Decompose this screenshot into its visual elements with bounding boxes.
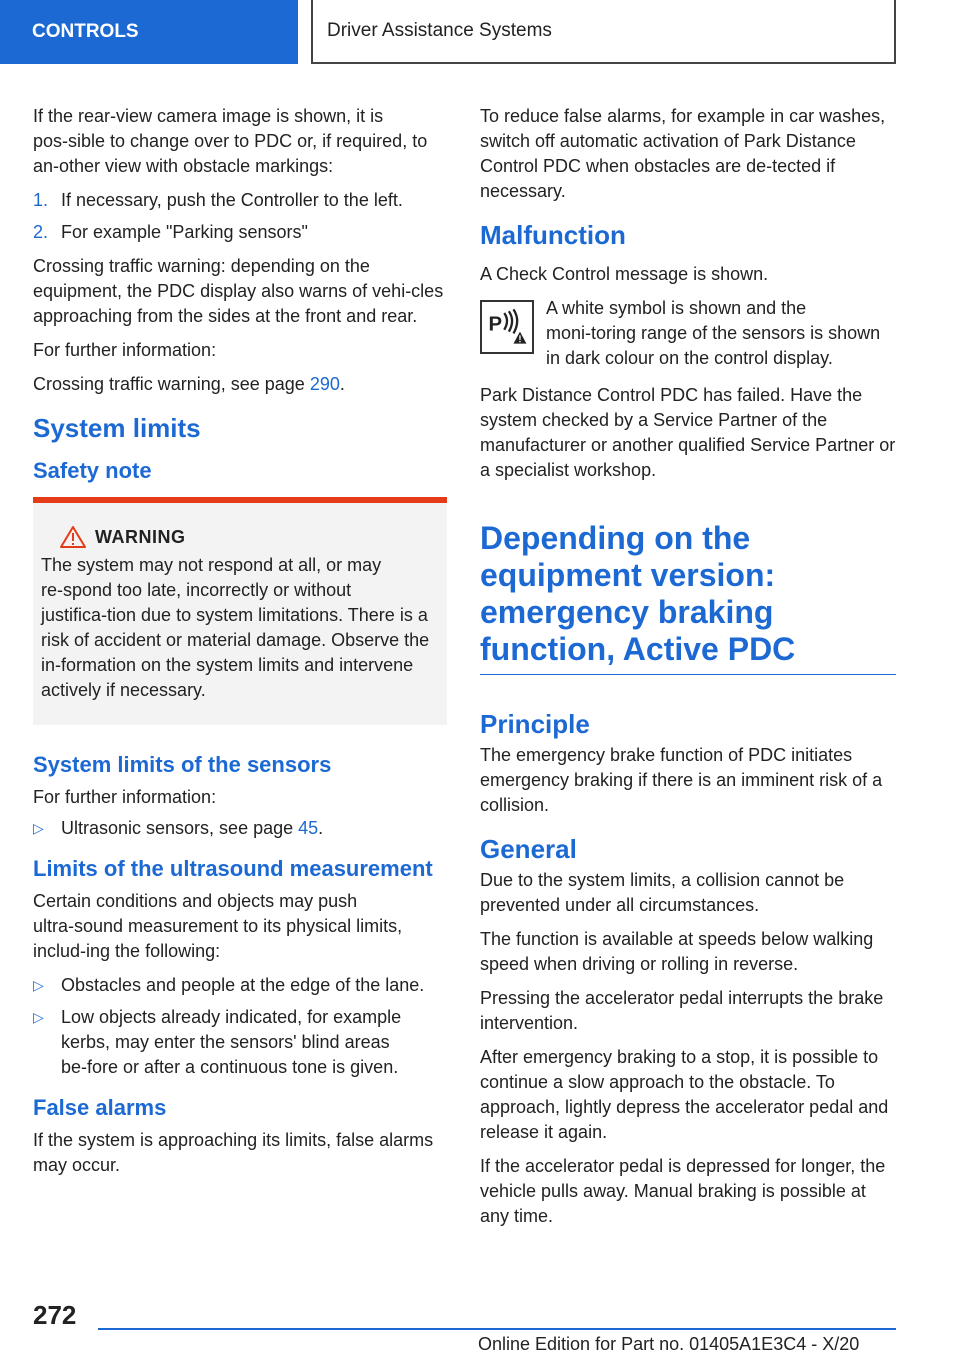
malfunction-paragraph: A Check Control message is shown. [480,264,769,284]
general-paragraph: After emergency braking to a stop, it is possible to continue a slow approach to the obstacle. To approach, lightly depress the accelerator pedal and release it again. [480,1047,889,1142]
pdc-malfunction-icon [480,300,534,354]
principle-paragraph: The emergency brake function of PDC initiates emergency braking if there is an imminent risk of a collision. [480,745,883,815]
triangle-bullet-icon: ▷ [33,1009,44,1025]
general-paragraph: Pressing the accelerator pedal interrupts the brake intervention. [480,988,884,1033]
reference-text: Ultrasonic sensors, see page [61,818,299,838]
chapter-title: Driver Assistance Systems [311,0,896,64]
left-column [33,104,447,1187]
ultrasound-list [33,973,447,1080]
general-paragraph: The function is available at speeds below walking speed when driving or rolling in reverse. [480,929,874,974]
ultrasound-heading: Limits of the ultrasound measurement [33,856,433,881]
steps-list [33,188,447,245]
further-info: For further information: [33,340,217,360]
ultrasound-paragraph: Certain conditions and objects may push ultra‑sound measurement to its physical limits, includ‑ing the following: [33,891,403,961]
false-alarms-paragraph: If the system is approaching its limits, false alarms may occur. [33,1130,434,1175]
general-heading: General [480,834,577,864]
page-link-45[interactable]: 45 [298,818,319,838]
general-paragraph: Due to the system limits, a collision cannot be prevented under all circumstances. [480,870,845,915]
intro-paragraph: If the rear-view camera image is shown, it is pos‑sible to change over to PDC or, if required, to an‑other view with obstacle markings: [33,106,428,176]
edition-text: Online Edition for Part no. 01405A1E3C4 - X/20 [478,1334,860,1354]
svg-text:P: P [488,313,503,336]
crossing-paragraph: Crossing traffic warning: depending on the equipment, the PDC display also warns of vehi‑cles approaching from the sides at the front and rear. [33,256,444,326]
reference-end: . [318,818,324,838]
false-alarms-continued: To reduce false alarms, for example in car washes, switch off automatic activation of Park Distance Control PDC when obstacles are de‑tected if necessary. [480,106,886,201]
general-paragraph: If the accelerator pedal is depressed for longer, the vehicle pulls away. Manual braking is possible at any time. [480,1156,886,1226]
triangle-bullet-icon: ▷ [33,820,44,836]
warning-text: The system may not respond at all, or may re‑spond too late, incorrectly or without justifica‑tion due to system limitations. There is a risk of accident or material damage. Observe the in‑formation on the system limits and intervene actively if necessary. [41,555,430,700]
triangle-bullet-icon: ▷ [33,977,44,993]
list-item [33,220,447,245]
symbol-description: A white symbol is shown and the moni‑toring range of the sensors is shown in dark colour on the control display. [546,298,881,368]
page-link-290[interactable]: 290 [309,374,340,394]
section-tab: CONTROLS [0,0,298,64]
page-number: 272 [33,1300,77,1330]
warning-triangle-icon [59,525,87,549]
failed-paragraph: Park Distance Control PDC has failed. Have the system checked by a Service Partner of the manufacturer or another qualified Service Partner or a specialist workshop. [480,385,896,480]
reference-end: . [339,374,345,394]
crossing-reference [33,372,447,397]
warning-box [33,497,447,725]
emergency-braking-heading: Depending on the equipment version: emergency braking function, Active PDC [480,520,796,667]
system-limits-heading: System limits [33,413,201,443]
step-number: 1. [33,190,49,210]
list-item [33,973,447,998]
sensors-heading: System limits of the sensors [33,752,332,777]
step-text: For example "Parking sensors" [61,222,308,242]
list-item [33,1005,447,1080]
step-text: If necessary, push the Controller to the left. [61,190,403,210]
right-column [480,104,896,1238]
sensors-further-info: For further information: [33,787,217,807]
malfunction-heading: Malfunction [480,220,626,250]
warning-title: WARNING [95,526,186,547]
list-item-text: Low objects already indicated, for example kerbs, may enter the sensors' blind areas be‑fore or after a continuous tone is given. [61,1007,402,1077]
list-item [33,188,447,213]
false-alarms-heading: False alarms [33,1095,167,1120]
principle-heading: Principle [480,709,590,739]
warning-header [41,525,439,549]
footer-divider [98,1328,896,1330]
reference-text: Crossing traffic warning, see page [33,374,310,394]
sensors-list [33,816,447,841]
safety-note-heading: Safety note [33,458,152,483]
symbol-row [480,296,896,371]
step-number: 2. [33,222,49,242]
list-item-text: Obstacles and people at the edge of the lane. [61,975,425,995]
heading-divider [480,674,896,675]
list-item [33,816,447,841]
